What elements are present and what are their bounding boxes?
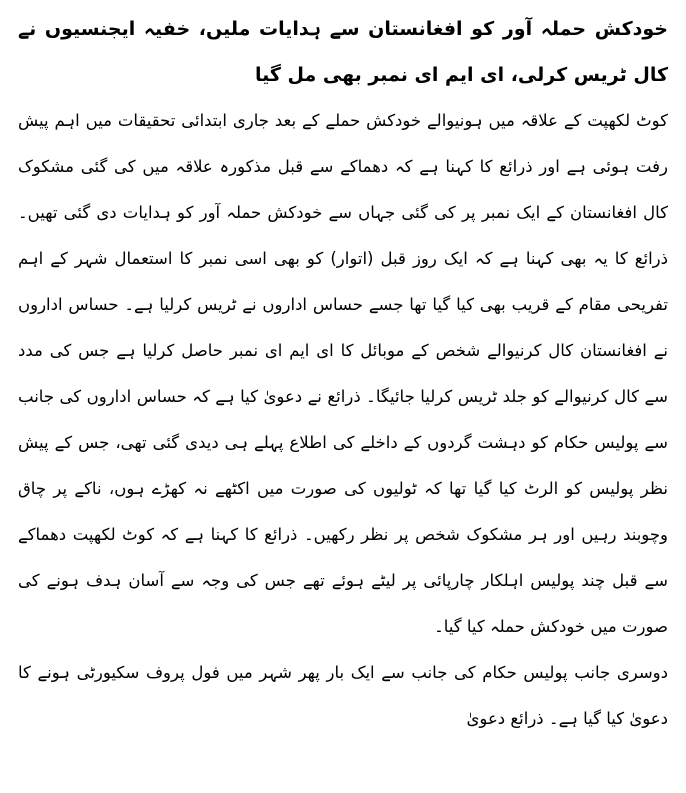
article-body xyxy=(18,98,668,742)
news-article xyxy=(18,4,668,742)
article-paragraph-2: دوسری جانب پولیس حکام کی جانب سے ایک بار پھر شہر میں فول پروف سکیورٹی ہونے کا دعویٰ کیا گیا ہے۔ ذرائع دعویٰ xyxy=(18,663,668,728)
article-paragraph-1: کوٹ لکھپت کے علاقہ میں ہونیوالے خودکش حملے کے بعد جاری ابتدائی تحقیقات میں اہم پیش رفت ہوئی ہے اور ذرائع کا کہنا ہے کہ دھماکے سے قبل مذکورہ علاقہ میں کی گئی مشکوک کال افغانستان کے ایک نمبر پر کی گئی جہاں سے خودکش حملہ آور کو ہدایات دی گئی تھیں۔ ذرائع کا یہ بھی کہنا ہے کہ ایک روز قبل (اتوار) کو بھی اسی نمبر کا استعمال شہر کے اہم تفریحی مقام کے قریب بھی کیا گیا تھا جسے حساس اداروں نے ٹریس کرلیا ہے۔ حساس اداروں نے افغانستان کال کرنیوالے شخص کے موبائل کا ای ایم ای نمبر حاصل کرلیا ہے جس کی مدد سے کال کرنیوالے کو جلد ٹریس کرلیا جائیگا۔ ذرائع نے دعویٰ کیا ہے کہ حساس اداروں کی جانب سے پولیس حکام کو دہشت گردوں کے داخلے کی اطلاع پہلے ہی دیدی گئی تھی، جس کے پیش نظر پولیس کو الرٹ کیا گیا تھا کہ ٹولیوں کی صورت میں اکٹھے نہ کھڑے ہوں، ناکے پر چاق وچوبند رہیں اور ہر مشکوک شخص پر نظر رکھیں۔ ذرائع کا کہنا ہے کہ کوٹ لکھپت دھماکے سے قبل چند پولیس اہلکار چارپائی پر لیٹے ہوئے تھے جس کی وجہ سے آسان ہدف ہونے کی صورت میں خودکش حملہ کیا گیا۔ xyxy=(18,111,668,636)
article-headline: خودکش حملہ آور کو افغانستان سے ہدایات ملیں، خفیہ ایجنسیوں نے کال ٹریس کرلی، ای ایم ای نمبر بھی مل گیا xyxy=(18,18,668,86)
